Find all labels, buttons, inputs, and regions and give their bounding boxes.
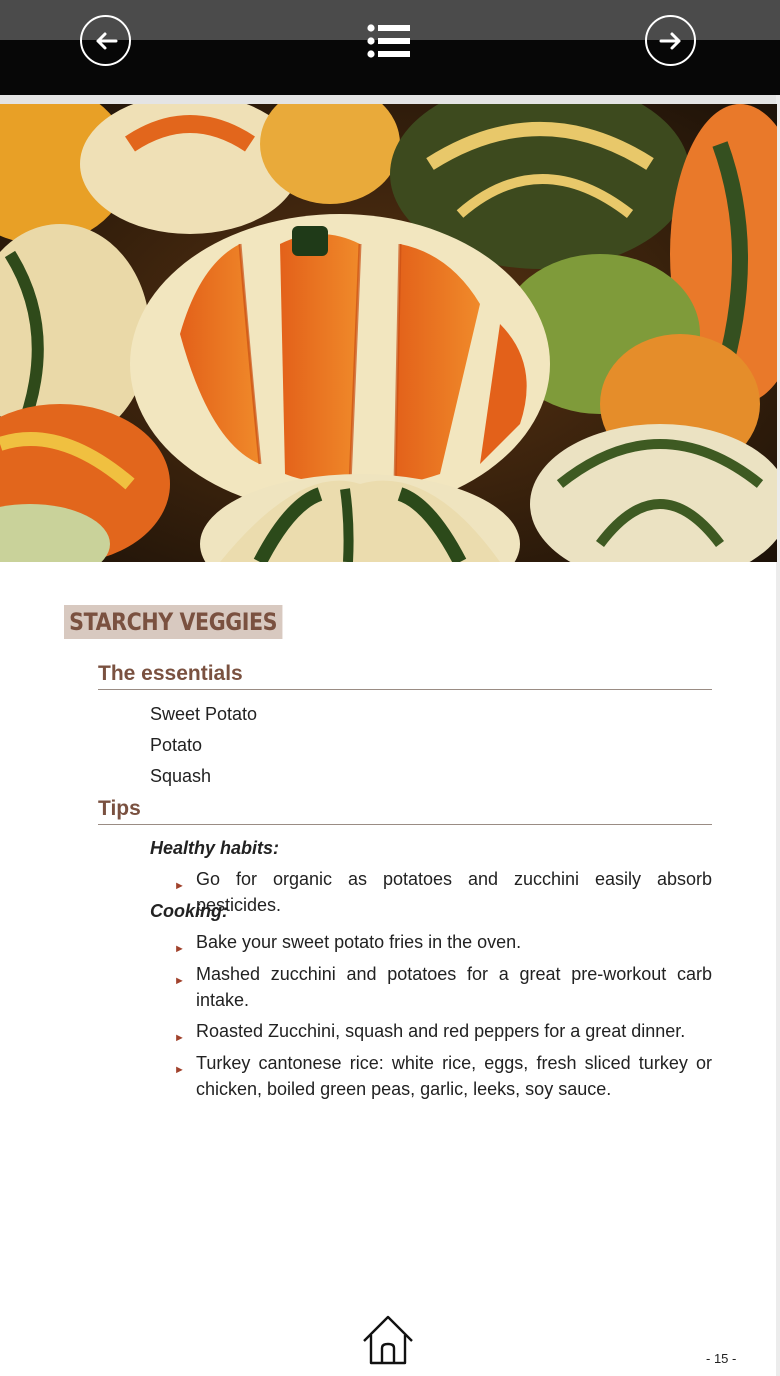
tip-text: Mashed zucchini and potatoes for a great pre-workout carb intake. [196, 964, 712, 1010]
cooking-label: Cooking: [150, 901, 228, 921]
essential-item: Potato [150, 735, 203, 755]
essential-item: Sweet Potato [150, 704, 258, 724]
next-page-button[interactable] [645, 15, 696, 66]
tip-list-item [174, 961, 712, 1013]
tip-text: Go for organic as potatoes and zucchini easily absorb pesticides. [196, 869, 712, 915]
tip-list-item [174, 1050, 712, 1102]
tip-list-item [174, 1018, 712, 1044]
tips-heading: Tips [98, 797, 712, 825]
page-number: - 15 - [706, 1351, 737, 1366]
bullet-icon: ► [174, 880, 185, 892]
arrow-right-icon [659, 31, 683, 51]
essential-item: Squash [150, 766, 212, 786]
bullet-icon: ► [174, 1032, 185, 1044]
bullet-icon: ► [174, 943, 185, 955]
page-top-strip [0, 95, 780, 104]
healthy-habits-label: Healthy habits: [150, 838, 280, 858]
arrow-left-icon [94, 31, 118, 51]
essentials-heading: The essentials [98, 662, 712, 690]
tip-list-item [174, 929, 712, 955]
previous-page-button[interactable] [80, 15, 131, 66]
squash-photo [0, 104, 777, 562]
table-of-contents-button[interactable] [366, 22, 412, 60]
tip-text: Bake your sweet potato fries in the oven. [196, 932, 522, 952]
top-navigation-bar [0, 0, 780, 95]
tip-list-item [174, 866, 712, 918]
home-button[interactable] [361, 1314, 415, 1366]
bullet-icon: ► [174, 975, 185, 987]
tip-text: Roasted Zucchini, squash and red peppers for a great dinner. [196, 1021, 686, 1041]
home-icon [361, 1314, 415, 1366]
bullet-icon: ► [174, 1064, 185, 1076]
section-title: STARCHY VEGGIES [64, 605, 282, 639]
list-icon [366, 22, 412, 60]
tip-text: Turkey cantonese rice: white rice, eggs, fresh sliced turkey or chicken, boiled green peas, garlic, leeks, soy sauce. [196, 1053, 712, 1099]
